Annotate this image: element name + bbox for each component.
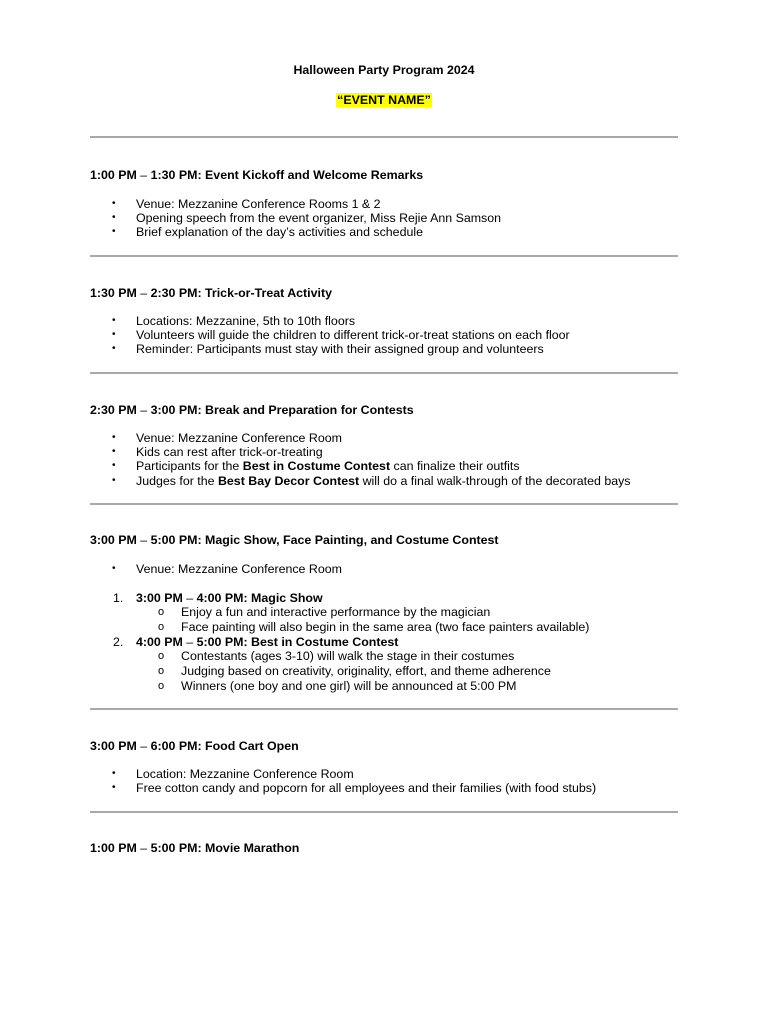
list-item: • Brief explanation of the day’s activities and schedule (112, 225, 423, 240)
section-heading: 3:00 PM – 5:00 PM: Magic Show, Face Painting, and Costume Contest (90, 533, 499, 547)
list-item: • Venue: Mezzanine Conference Room (112, 431, 342, 445)
numbered-item-heading: 1. 3:00 PM – 4:00 PM: Magic Show (113, 591, 323, 605)
list-item: • Opening speech from the event organizer, Miss Rejie Ann Samson (112, 211, 502, 226)
list-item: • Reminder: Participants must stay with their assigned group and volunteers (112, 342, 544, 357)
bullet-list (0, 314, 570, 357)
numbered-list (0, 591, 589, 694)
list-item: • Judges for the Best Bay Decor Contest will do a final walk-through of the decorated bays (112, 473, 631, 488)
divider (90, 372, 678, 374)
sub-list-item: o Face painting will also begin in the same area (two face painters available) (158, 620, 590, 635)
sub-list-item: o Judging based on creativity, originality, effort, and theme adherence (158, 664, 551, 679)
sub-list-item: o Contestants (ages 3-10) will walk the stage in their costumes (158, 649, 515, 664)
document-title: Halloween Party Program 2024 (293, 63, 475, 77)
list-item: • Participants for the Best in Costume Contest can finalize their outfits (112, 459, 520, 474)
section-heading: 1:30 PM – 2:30 PM: Trick-or-Treat Activity (90, 286, 332, 300)
bullet-list (0, 562, 342, 576)
list-item: • Free cotton candy and popcorn for all employees and their families (with food stubs) (112, 781, 597, 796)
sub-list-item: o Winners (one boy and one girl) will be announced at 5:00 PM (158, 678, 517, 693)
sub-list-item: o Enjoy a fun and interactive performance by the magician (158, 605, 491, 620)
bullet-list (0, 197, 501, 240)
numbered-item (0, 591, 589, 635)
list-item: • Volunteers will guide the children to different trick-or-treat stations on each floor (112, 328, 570, 343)
list-item: • Location: Mezzanine Conference Room (112, 767, 354, 781)
list-item: • Locations: Mezzanine, 5th to 10th floors (112, 314, 356, 328)
section-heading: 3:00 PM – 6:00 PM: Food Cart Open (90, 739, 299, 753)
event-name (0, 92, 768, 108)
section-heading: 2:30 PM – 3:00 PM: Break and Preparation for Contests (90, 403, 414, 417)
divider (90, 708, 678, 710)
sub-list (0, 649, 589, 694)
sub-list (0, 605, 589, 635)
bullet-list (0, 431, 631, 488)
list-item: • Venue: Mezzanine Conference Room (112, 562, 342, 576)
section-heading: 1:00 PM – 1:30 PM: Event Kickoff and Welcome Remarks (90, 168, 424, 182)
list-item: • Kids can rest after trick-or-treating (112, 445, 323, 460)
event-name-highlight: “EVENT NAME” (337, 93, 431, 107)
divider (90, 811, 678, 813)
section-heading: 1:00 PM – 5:00 PM: Movie Marathon (90, 841, 300, 855)
divider (90, 255, 678, 257)
numbered-item-heading: 2. 4:00 PM – 5:00 PM: Best in Costume Contest (113, 634, 399, 649)
divider (90, 503, 678, 505)
list-item: • Venue: Mezzanine Conference Rooms 1 & 2 (112, 197, 381, 211)
bullet-list (0, 767, 596, 795)
numbered-item (0, 635, 589, 694)
divider (90, 136, 678, 138)
